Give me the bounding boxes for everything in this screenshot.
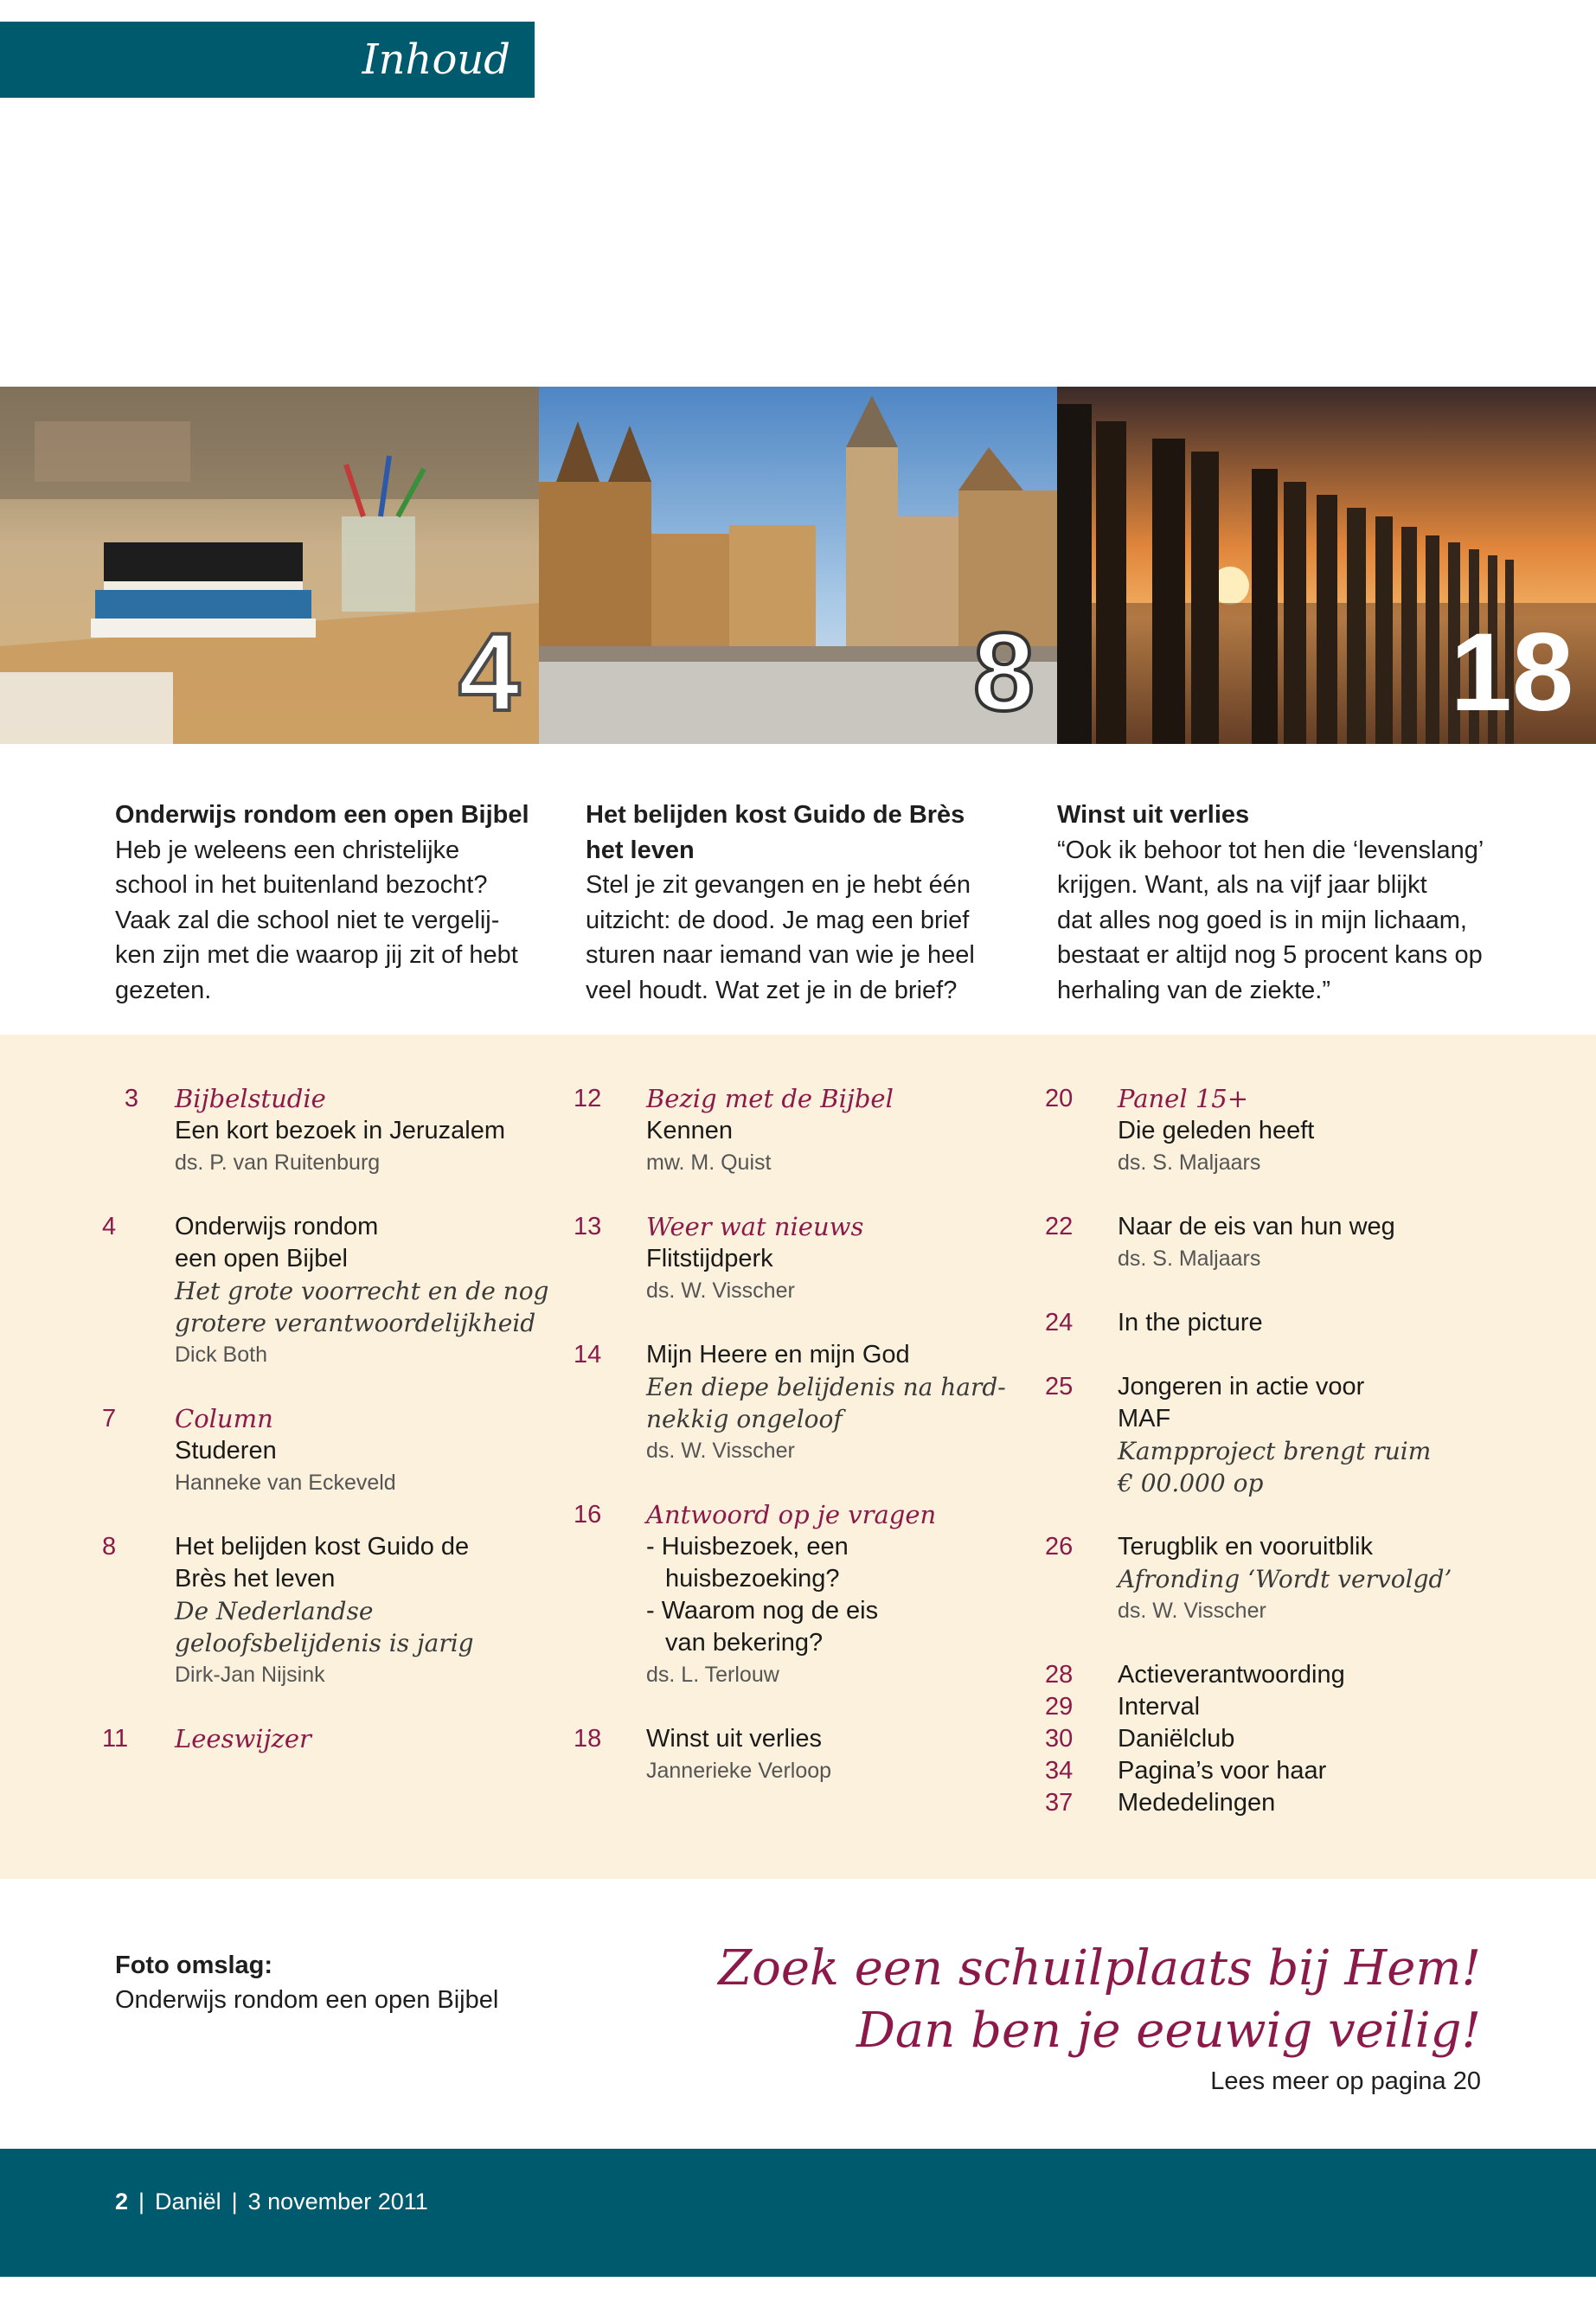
feature-text-line: Stel je zit gevangen en je hebt één: [586, 871, 971, 899]
footer-page-number: 2: [115, 2189, 129, 2214]
toc-title: Flitstijdperk: [646, 1245, 773, 1272]
toc-title: Winst uit verlies: [646, 1725, 823, 1753]
toc-title: Een kort bezoek in Jeruzalem: [175, 1117, 506, 1144]
toc-entry[interactable]: [1045, 1691, 1495, 1723]
toc-entry[interactable]: [574, 1211, 1023, 1307]
toc-entry[interactable]: [1045, 1307, 1495, 1339]
toc-section: Panel 15+: [1118, 1084, 1249, 1113]
feature-title: Onderwijs rondom een open Bijbel: [115, 801, 529, 829]
toc-author: ds. P. van Ruitenburg: [175, 1150, 381, 1175]
toc-author: mw. M. Quist: [646, 1150, 772, 1175]
toc-page-number: 37: [1045, 1789, 1074, 1817]
toc-section: Column: [175, 1404, 273, 1433]
feature-text-line: herhaling van de ziekte.”: [1057, 976, 1330, 1004]
photo-sunset-breakwater[interactable]: [1057, 387, 1596, 744]
page-number-badge-4: 4: [458, 611, 520, 734]
toc-entry[interactable]: [574, 1499, 1023, 1691]
cover-photo-caption: [115, 1948, 498, 2017]
toc-subtitle: Het grote voorrecht en de nog: [175, 1277, 549, 1305]
toc-title: Mededelingen: [1118, 1789, 1276, 1817]
toc-page-number: 20: [1045, 1085, 1074, 1112]
toc-title: Interval: [1118, 1693, 1201, 1721]
toc-page-number: 26: [1045, 1533, 1074, 1561]
feature-title: het leven: [586, 836, 695, 864]
toc-author: ds. W. Visscher: [646, 1439, 795, 1463]
toc-subtitle: nekkig ongeloof: [646, 1405, 843, 1433]
toc-entry[interactable]: [1045, 1723, 1495, 1755]
toc-subtitle: De Nederlandse: [175, 1597, 374, 1625]
feature-onderwijs[interactable]: [115, 798, 565, 1008]
section-title: Inhoud: [362, 35, 510, 84]
feature-text-line: veel houdt. Wat zet je in de brief?: [586, 976, 958, 1004]
toc-title: Mijn Heere en mijn God: [646, 1341, 910, 1368]
toc-column: [1045, 1083, 1495, 1819]
photo-school-desk[interactable]: [0, 387, 539, 744]
toc-page-number: 29: [1045, 1693, 1074, 1721]
footer-separator: |: [138, 2189, 145, 2214]
toc-title: In the picture: [1118, 1309, 1263, 1336]
toc-title: Naar de eis van hun weg: [1118, 1213, 1395, 1240]
toc-section: Bezig met de Bijbel: [646, 1084, 894, 1113]
toc-question: - Waarom nog de eis: [646, 1597, 879, 1625]
toc-page-number: 7: [102, 1405, 117, 1433]
toc-entry[interactable]: [574, 1083, 1023, 1179]
toc-entry[interactable]: [102, 1723, 552, 1755]
footer-date: 3 november 2011: [247, 2189, 428, 2214]
toc-author: ds. W. Visscher: [1118, 1599, 1266, 1623]
feature-text-line: ken zijn met die waarop jij zit of hebt: [115, 941, 518, 969]
toc-subtitle: grotere verantwoordelijkheid: [175, 1309, 536, 1337]
toc-author: ds. S. Maljaars: [1118, 1247, 1261, 1271]
toc-subtitle: geloofsbelijdenis is jarig: [175, 1629, 474, 1657]
toc-entry[interactable]: [102, 1083, 552, 1179]
feature-text-line: dat alles nog goed is in mijn lichaam,: [1057, 906, 1467, 934]
toc-author: ds. L. Terlouw: [646, 1663, 779, 1687]
toc-title: Kennen: [646, 1117, 733, 1144]
cover-photo-label: Foto omslag:: [115, 1952, 273, 1979]
footer-separator: |: [231, 2189, 238, 2214]
toc-entry[interactable]: [1045, 1787, 1495, 1819]
toc-subtitle: Afronding ‘Wordt vervolgd’: [1118, 1565, 1452, 1593]
toc-author: ds. S. Maljaars: [1118, 1150, 1261, 1175]
toc-title: Studeren: [175, 1437, 277, 1465]
toc-title: MAF: [1118, 1405, 1171, 1433]
page-number-badge-8: 8: [972, 611, 1035, 734]
toc-entry[interactable]: [102, 1403, 552, 1499]
toc-page-number: 34: [1045, 1757, 1074, 1785]
toc-title: Actieverantwoording: [1118, 1661, 1345, 1689]
toc-author: Jannerieke Verloop: [646, 1759, 832, 1783]
toc-author: Dirk-Jan Nijsink: [175, 1663, 325, 1687]
toc-column: [574, 1083, 1023, 1787]
toc-author: Dick Both: [175, 1343, 267, 1367]
toc-section: Bijbelstudie: [175, 1084, 326, 1113]
toc-subtitle: € 00.000 op: [1118, 1469, 1264, 1497]
feature-text-line: uitzicht: de dood. Je mag een brief: [586, 906, 970, 934]
toc-entry[interactable]: [1045, 1211, 1495, 1275]
quote-line: Zoek een schuilplaats bij Hem!: [718, 1940, 1481, 1997]
toc-page-number: 22: [1045, 1213, 1074, 1240]
toc-title: Pagina’s voor haar: [1118, 1757, 1327, 1785]
toc-question: - Huisbezoek, een: [646, 1533, 849, 1561]
toc-entry[interactable]: [574, 1339, 1023, 1467]
toc-title: Daniëlclub: [1118, 1725, 1235, 1753]
pull-quote: [718, 1938, 1481, 2100]
toc-page-number: 3: [124, 1085, 138, 1112]
toc-page-number: 14: [574, 1341, 602, 1368]
toc-page-number: 18: [574, 1725, 602, 1753]
toc-title: Onderwijs rondom: [175, 1213, 379, 1240]
toc-page-number: 30: [1045, 1725, 1074, 1753]
feature-text-line: gezeten.: [115, 976, 212, 1004]
toc-page-number: 16: [574, 1501, 602, 1529]
toc-entry[interactable]: [574, 1723, 1023, 1787]
cover-photo-text: Onderwijs rondom een open Bijbel: [115, 1986, 499, 2014]
toc-section: Antwoord op je vragen: [646, 1500, 937, 1529]
toc-question: huisbezoeking?: [665, 1565, 840, 1593]
photo-strip: [0, 387, 1596, 744]
quote-line: Dan ben je eeuwig veilig!: [856, 2003, 1481, 2059]
feature-text-line: Heb je weleens een christelijke: [115, 836, 460, 864]
feature-text-line: sturen naar iemand van wie je heel: [586, 941, 975, 969]
toc-author: Hanneke van Eckeveld: [175, 1471, 396, 1495]
feature-text-line: krijgen. Want, als na vijf jaar blijkt: [1057, 871, 1427, 899]
toc-page-number: 13: [574, 1213, 602, 1240]
quote-reference-link[interactable]: Lees meer op pagina 20: [1210, 2067, 1481, 2095]
feature-text-line: school in het buitenland bezocht?: [115, 871, 488, 899]
toc-entry[interactable]: [1045, 1659, 1495, 1691]
footer: [115, 2189, 428, 2215]
photo-city-square[interactable]: [539, 387, 1057, 744]
feature-guido-de-bres[interactable]: [586, 798, 1035, 1008]
toc-page-number: 28: [1045, 1661, 1074, 1689]
toc-entry[interactable]: [102, 1211, 552, 1371]
toc-title: Jongeren in actie voor: [1118, 1373, 1365, 1400]
toc-entry[interactable]: [102, 1531, 552, 1691]
toc-title: Het belijden kost Guido de: [175, 1533, 470, 1561]
toc-page-number: 4: [102, 1213, 117, 1240]
toc-subtitle: Kampproject brengt ruim: [1118, 1437, 1432, 1465]
page-number-badge-18: 18: [1450, 611, 1574, 734]
toc-page-number: 11: [102, 1725, 129, 1753]
feature-title: Winst uit verlies: [1057, 801, 1250, 829]
toc-page-number: 25: [1045, 1373, 1074, 1400]
toc-title: Die geleden heeft: [1118, 1117, 1315, 1144]
toc-entry[interactable]: [1045, 1083, 1495, 1179]
feature-text-line: Vaak zal die school niet te vergelij-: [115, 906, 500, 934]
feature-text-line: “Ook ik behoor tot hen die ‘levenslang’: [1057, 836, 1484, 864]
toc-page-number: 24: [1045, 1309, 1074, 1336]
toc-title: Terugblik en vooruitblik: [1118, 1533, 1373, 1561]
toc-title: Brès het leven: [175, 1565, 336, 1593]
footer-magazine: Daniël: [155, 2189, 221, 2214]
toc-entry[interactable]: [1045, 1755, 1495, 1787]
toc-section: Leeswijzer: [175, 1724, 311, 1753]
toc-page-number: 8: [102, 1533, 117, 1561]
toc-section: Weer wat nieuws: [646, 1212, 864, 1241]
toc-page-number: 12: [574, 1085, 602, 1112]
feature-title: Het belijden kost Guido de Brès: [586, 801, 965, 829]
toc-title: een open Bijbel: [175, 1245, 348, 1272]
toc-subtitle: Een diepe belijdenis na hard-: [646, 1373, 1006, 1401]
toc-entry[interactable]: [1045, 1531, 1495, 1627]
toc-question: van bekering?: [665, 1629, 824, 1657]
toc-column: [102, 1083, 552, 1755]
toc-author: ds. W. Visscher: [646, 1279, 795, 1303]
feature-winst-uit-verlies[interactable]: [1057, 798, 1524, 1008]
feature-text-line: bestaat er altijd nog 5 procent kans op: [1057, 941, 1483, 969]
section-header-tab: [0, 22, 535, 98]
toc-entry[interactable]: [1045, 1371, 1495, 1499]
